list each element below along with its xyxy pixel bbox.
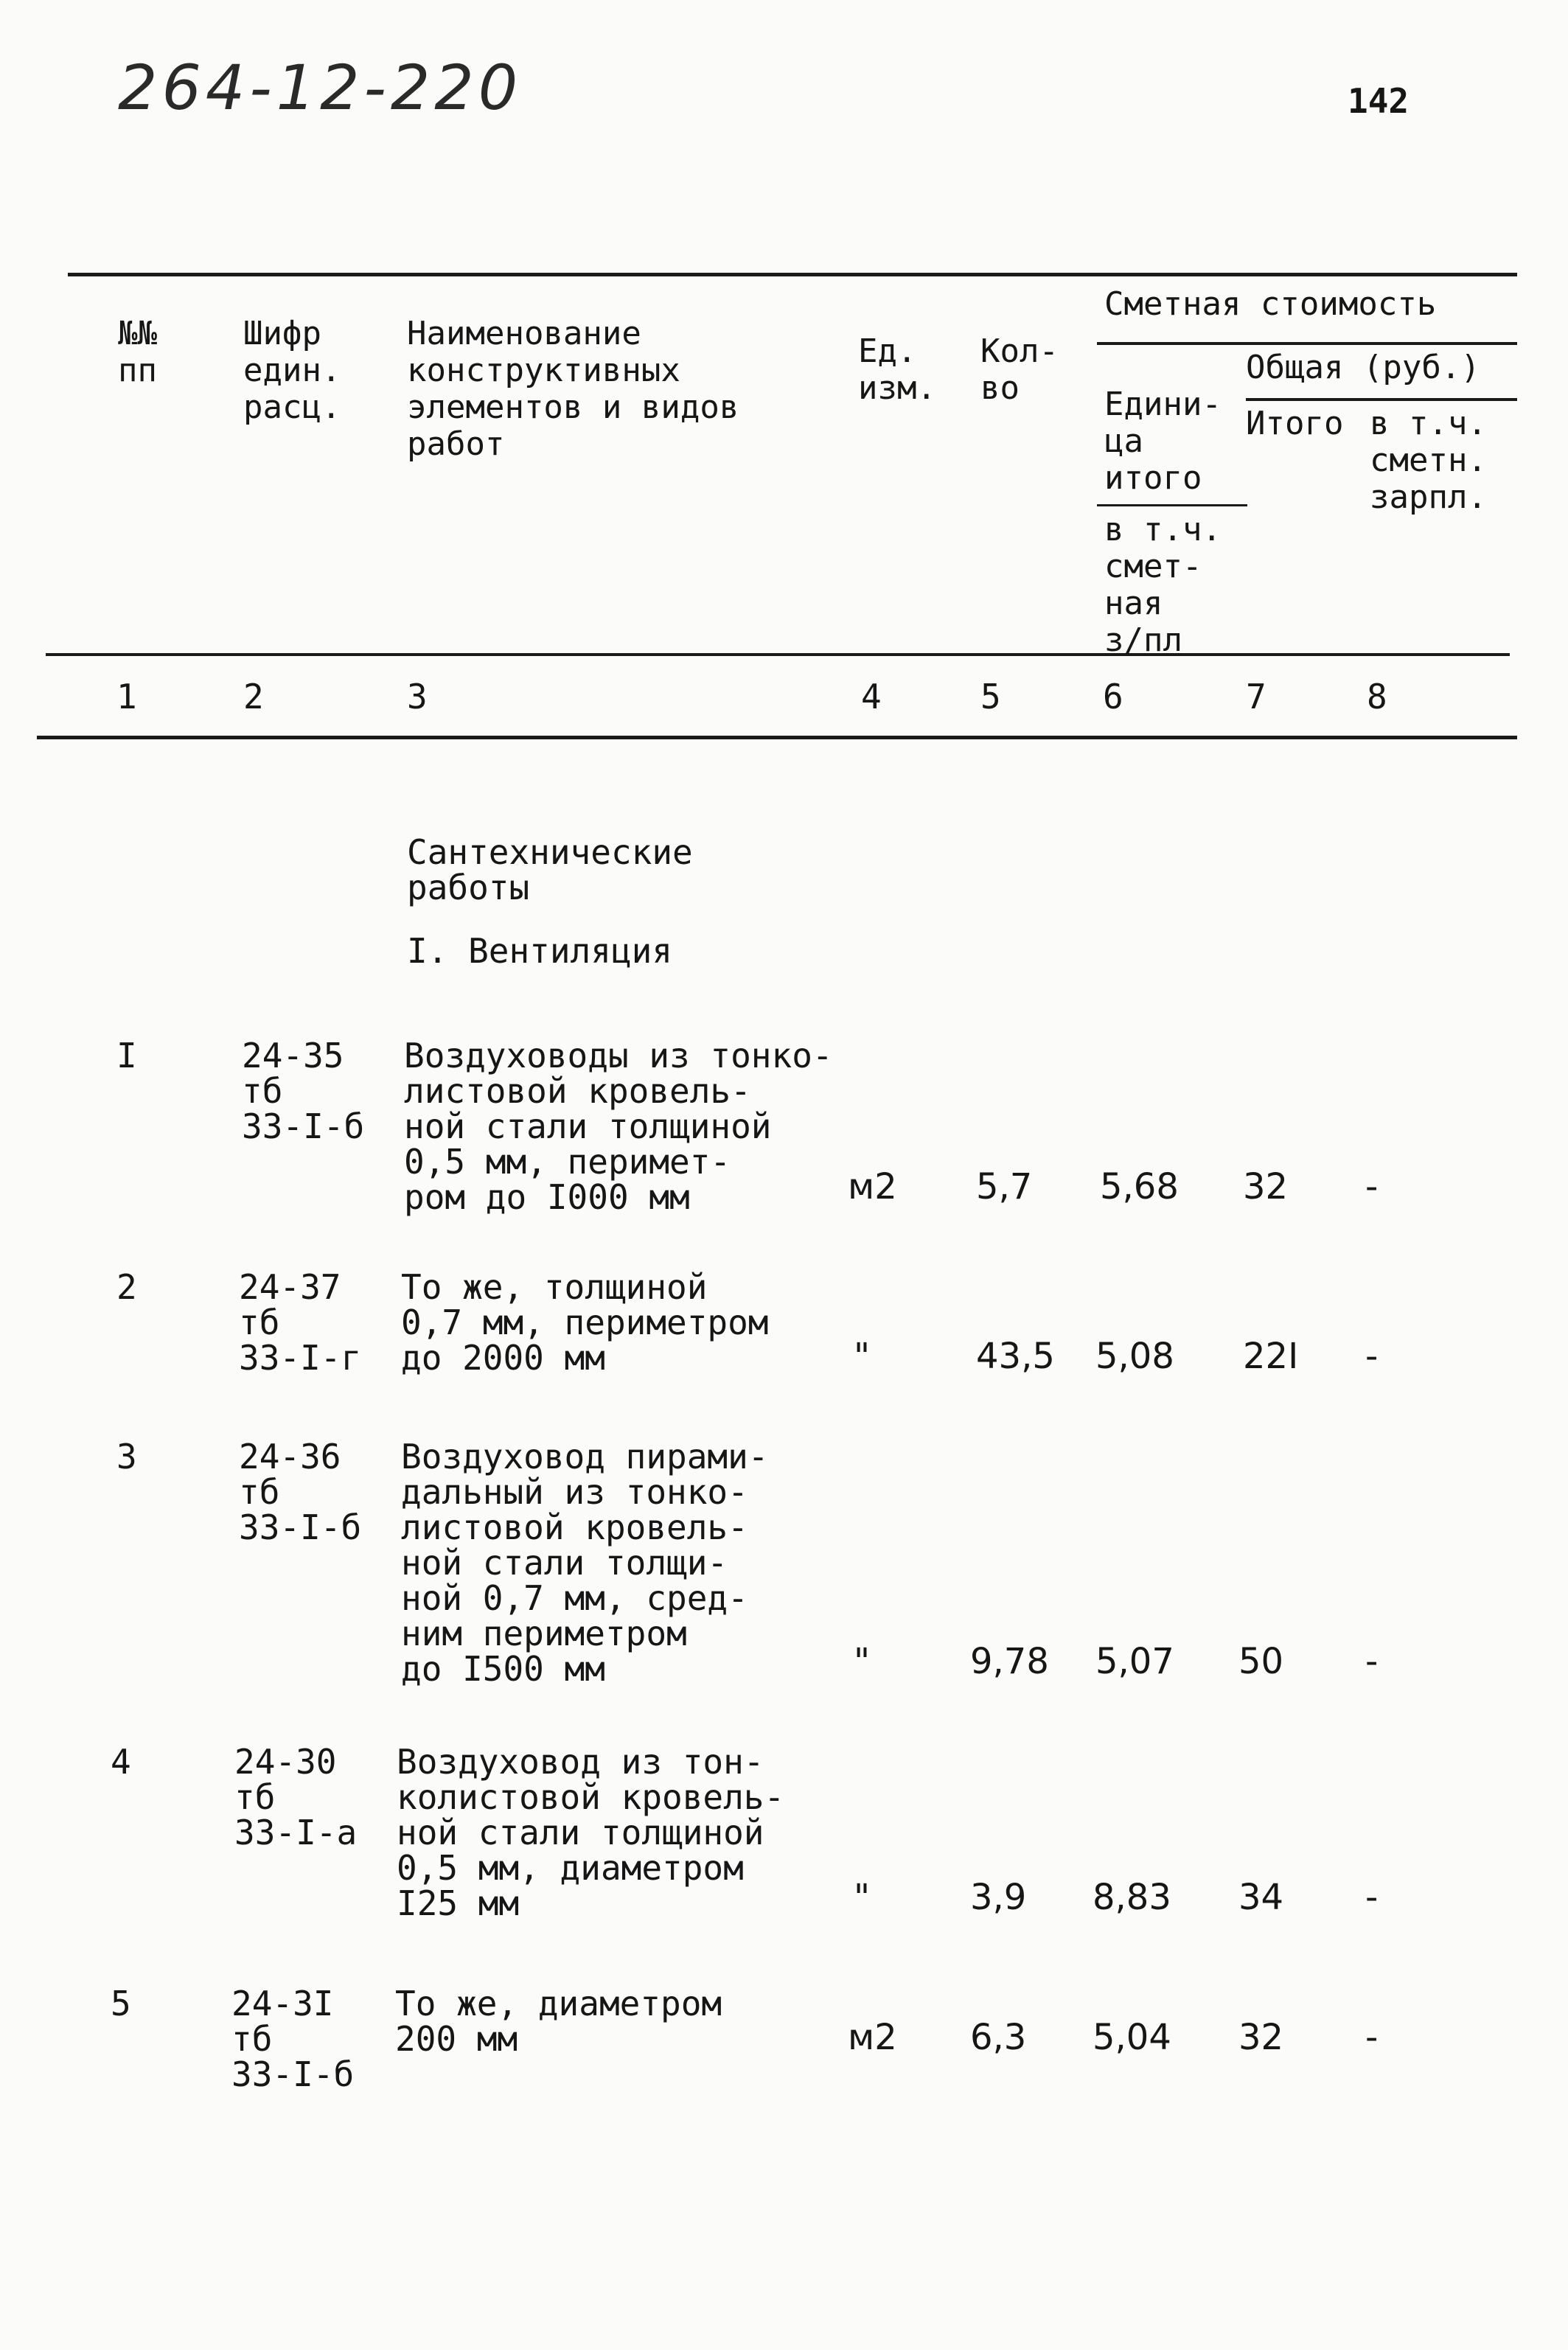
row-name: То же, толщиной 0,7 мм, периметром до 2000 мм (401, 1267, 769, 1378)
header-unit-total: Едини- ца итого (1104, 386, 1222, 497)
row-unit: м2 (848, 1166, 897, 1207)
row-code: 24-3I тб 33-I-б (231, 1984, 355, 2094)
row-name: Воздуховод пирами- дальный из тонко- листовой кровель- ной стали толщи- ной 0,7 мм, сред- ним периметром до I500 мм (401, 1437, 769, 1689)
header-col-unit: Ед. изм. (858, 332, 936, 407)
row-total: 32 (1243, 1166, 1289, 1207)
row-number: I (116, 1036, 137, 1075)
row-qty: 9,78 (970, 1641, 1049, 1682)
header-total: Итого (1246, 405, 1344, 442)
row-wages: - (1365, 1336, 1379, 1377)
column-number: 3 (407, 677, 428, 716)
row-code: 24-35 тб 33-I-б (242, 1036, 365, 1146)
row-number: 2 (116, 1267, 137, 1307)
row-qty: 5,7 (976, 1166, 1033, 1207)
row-number: 3 (116, 1437, 137, 1476)
row-wages: - (1365, 1641, 1379, 1682)
header-unit-wages: в т.ч. смет- ная з/пл (1104, 511, 1222, 659)
column-number: 6 (1103, 677, 1123, 716)
row-wages: - (1365, 1166, 1379, 1207)
row-name: То же, диаметром 200 мм (395, 1984, 722, 2059)
header-col-name: Наименование конструктивных элементов и видов работ (407, 315, 739, 463)
header-total-wages: в т.ч. сметн. зарпл. (1370, 405, 1487, 516)
row-unit-price: 5,08 (1095, 1336, 1174, 1377)
header-total-rub: Общая (руб.) (1246, 349, 1480, 386)
row-total: 50 (1238, 1641, 1284, 1682)
row-unit-price: 5,04 (1093, 2017, 1171, 2058)
unit-split-rule (1097, 504, 1247, 506)
column-number: 5 (980, 677, 1001, 716)
row-qty: 3,9 (970, 1877, 1027, 1918)
header-col-number: №№ пп (118, 315, 157, 389)
document-code: 264-12-220 (118, 52, 523, 124)
row-qty: 43,5 (976, 1336, 1055, 1377)
row-number: 5 (111, 1984, 131, 2023)
row-wages: - (1365, 2017, 1379, 2058)
row-name: Воздуховоды из тонко- листовой кровель- ной стали толщиной 0,5 мм, перимет- ром до I000 мм (404, 1036, 833, 1217)
row-unit: " (854, 1877, 871, 1918)
column-number: 2 (243, 677, 264, 716)
header-bottom-rule (46, 653, 1510, 656)
header-col-code: Шифр един. расц. (243, 315, 341, 426)
row-code: 24-30 тб 33-I-а (234, 1742, 358, 1852)
section-title: Сантехнические работы (407, 832, 693, 907)
row-total: 32 (1238, 2017, 1284, 2058)
row-unit: " (854, 1641, 871, 1682)
row-wages: - (1365, 1877, 1379, 1918)
row-unit-price: 5,07 (1095, 1641, 1174, 1682)
section-subtitle: I. Вентиляция (407, 931, 673, 971)
row-unit-price: 5,68 (1100, 1166, 1179, 1207)
header-estimated-cost: Сметная стоимость (1104, 285, 1437, 323)
column-number: 4 (861, 677, 882, 716)
table-top-rule (68, 273, 1517, 276)
row-code: 24-37 тб 33-I-г (239, 1267, 362, 1378)
column-number: 7 (1246, 677, 1266, 716)
column-number: 1 (116, 677, 137, 716)
row-qty: 6,3 (970, 2017, 1027, 2058)
row-unit: м2 (848, 2017, 897, 2058)
row-total: 34 (1238, 1877, 1284, 1918)
row-name: Воздуховод из тон- колистовой кровель- ной стали толщиной 0,5 мм, диаметром I25 мм (397, 1742, 785, 1923)
total-rub-rule (1246, 398, 1517, 401)
row-code: 24-36 тб 33-I-б (239, 1437, 362, 1547)
header-col-qty: Кол- во (980, 332, 1059, 407)
page-number: 142 (1348, 81, 1410, 121)
row-total: 22I (1243, 1336, 1299, 1377)
row-number: 4 (111, 1742, 131, 1782)
row-unit-price: 8,83 (1093, 1877, 1171, 1918)
cost-group-rule (1097, 342, 1517, 345)
column-number: 8 (1367, 677, 1387, 716)
row-unit: " (854, 1336, 871, 1377)
column-numbers-rule (37, 736, 1517, 739)
